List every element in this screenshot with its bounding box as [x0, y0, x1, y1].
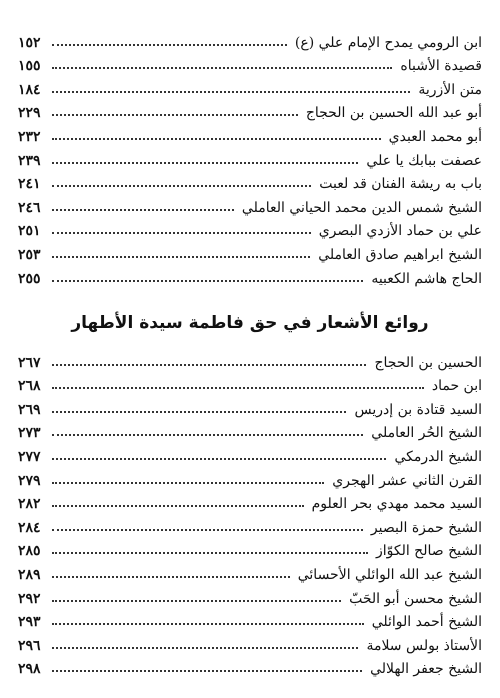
- toc-entry-title: الشيخ شمس الدين محمد الحياني العاملي: [241, 199, 482, 216]
- toc-entry-page: ٢٦٧: [18, 354, 41, 371]
- toc-dot-leader: [52, 433, 363, 436]
- toc-entry-page: ٢٩٣: [18, 614, 41, 631]
- toc-entry-title: الشيخ ابراهيم صادق العاملي: [318, 246, 482, 263]
- toc-entry-page: ٢٤١: [18, 176, 41, 193]
- toc-dot-leader: [52, 410, 346, 413]
- toc-section-1: [18, 26, 482, 286]
- toc-entry: [18, 511, 482, 535]
- toc-dot-leader: [52, 386, 424, 389]
- toc-entry-page: ٢٨٩: [18, 566, 41, 583]
- toc-dot-leader: [52, 279, 363, 282]
- toc-entry-title: السيد قتادة بن إدريس: [354, 401, 482, 418]
- toc-entry: [18, 238, 482, 262]
- toc-dot-leader: [52, 184, 311, 187]
- toc-entry-page: ٢٨٤: [18, 519, 41, 536]
- toc-entry-title: الشيخ صالح الكوّاز: [375, 543, 482, 560]
- toc-entry-title: الحسين بن الحجاج: [374, 354, 482, 371]
- toc-dot-leader: [52, 113, 298, 116]
- toc-dot-leader: [52, 90, 410, 93]
- toc-entry-title: الحاج هاشم الكعبيه: [371, 270, 482, 287]
- toc-entry-page: ٢٣٢: [18, 128, 41, 145]
- toc-entry-title: الشيخ محسن أبو الحَبّ: [349, 590, 482, 607]
- toc-dot-leader: [52, 363, 366, 366]
- toc-entry: [18, 144, 482, 168]
- toc-entry: [18, 50, 482, 74]
- toc-dot-leader: [52, 551, 368, 554]
- toc-dot-leader: [52, 599, 341, 602]
- toc-entry-page: ٢٨٢: [18, 496, 41, 513]
- toc-entry: [18, 26, 482, 50]
- toc-entry-page: ٢٨٥: [18, 543, 41, 560]
- toc-dot-leader: [52, 137, 381, 140]
- toc-entry-page: ٢٣٩: [18, 152, 41, 169]
- toc-entry-page: ٢٩٢: [18, 590, 41, 607]
- toc-entry: [18, 653, 482, 677]
- section-heading: روائع الأشعار في حق فاطمة سيدة الأطهار: [71, 313, 429, 333]
- toc-entry: [18, 488, 482, 512]
- toc-entry: [18, 215, 482, 239]
- toc-entry: [18, 168, 482, 192]
- toc-entry-title: ابن الرومي يمدح الإمام علي (ع): [294, 34, 482, 51]
- toc-entry-page: ١٥٥: [18, 58, 41, 75]
- toc-dot-leader: [52, 255, 310, 258]
- toc-entry: [18, 464, 482, 488]
- toc-dot-leader: [52, 457, 386, 460]
- toc-dot-leader: [52, 504, 304, 507]
- toc-entry-page: ٢٢٩: [18, 105, 41, 122]
- toc-entry-title: قصيدة الأشباه: [400, 58, 482, 75]
- toc-entry-page: ٢٤٦: [18, 199, 41, 216]
- toc-entry-title: علي بن حماد الأزدي البصري: [318, 223, 482, 240]
- toc-dot-leader: [52, 231, 311, 234]
- toc-dot-leader: [52, 481, 324, 484]
- toc-entry-title: ابن حماد: [431, 378, 482, 395]
- toc-section-2: [18, 346, 482, 676]
- toc-entry: [18, 558, 482, 582]
- toc-entry-page: ٢٥١: [18, 223, 41, 240]
- toc-dot-leader: [52, 669, 362, 672]
- toc-entry: [18, 73, 482, 97]
- toc-dot-leader: [52, 208, 234, 211]
- toc-entry-title: متن الأزرية: [418, 81, 482, 98]
- toc-entry: [18, 440, 482, 464]
- toc-entry-page: ٢٥٥: [18, 270, 41, 287]
- toc-entry-title: الشيخ الدرمكي: [394, 448, 482, 465]
- toc-entry-title: السيد محمد مهدي بحر العلوم: [311, 496, 482, 513]
- toc-entry-title: الأستاذ بولس سلامة: [366, 637, 482, 654]
- toc-entry-page: ٢٧٧: [18, 448, 41, 465]
- toc-entry: [18, 629, 482, 653]
- toc-entry: [18, 97, 482, 121]
- toc-entry-title: أبو عبد الله الحسين بن الحجاج: [305, 105, 482, 122]
- toc-dot-leader: [52, 575, 290, 578]
- toc-entry: [18, 393, 482, 417]
- toc-entry-title: الشيخ أحمد الوائلي: [371, 614, 482, 631]
- toc-dot-leader: [52, 528, 363, 531]
- toc-entry-title: الشيخ جعفر الهلالي: [370, 661, 482, 678]
- toc-dot-leader: [52, 161, 358, 164]
- toc-entry-title: باب به ريشة الفنان قد لعبت: [319, 176, 482, 193]
- toc-entry-page: ٢٩٨: [18, 661, 41, 678]
- toc-entry-page: ٢٦٨: [18, 378, 41, 395]
- toc-dot-leader: [52, 66, 392, 69]
- toc-entry: [18, 535, 482, 559]
- toc-entry: [18, 606, 482, 630]
- toc-entry-page: ٢٧٩: [18, 472, 41, 489]
- toc-dot-leader: [52, 646, 358, 649]
- toc-entry-title: الشيخ حمزة البصير: [370, 519, 482, 536]
- toc-entry: [18, 262, 482, 286]
- toc-entry-page: ١٥٢: [18, 34, 41, 51]
- toc-entry: [18, 346, 482, 370]
- toc-entry-title: عصفت ببابك يا علي: [366, 152, 482, 169]
- toc-entry: [18, 120, 482, 144]
- toc-entry: [18, 417, 482, 441]
- toc-entry-page: ٢٦٩: [18, 401, 41, 418]
- toc-entry-title: القرن الثاني عشر الهجري: [332, 472, 482, 489]
- toc-entry-page: ٢٧٣: [18, 425, 41, 442]
- toc-entry: [18, 370, 482, 394]
- toc-entry-page: ٢٥٣: [18, 246, 41, 263]
- toc-dot-leader: [52, 43, 287, 46]
- toc-entry-title: الشيخ الحُر العاملي: [371, 425, 482, 442]
- toc-entry-title: الشيخ عبد الله الوائلي الأحسائي: [297, 566, 482, 583]
- toc-entry-title: أبو محمد العبدي: [388, 128, 482, 145]
- toc-entry-page: ١٨٤: [18, 81, 41, 98]
- toc-entry-page: ٢٩٦: [18, 637, 41, 654]
- toc-entry: [18, 582, 482, 606]
- toc-dot-leader: [52, 622, 364, 625]
- toc-entry: [18, 191, 482, 215]
